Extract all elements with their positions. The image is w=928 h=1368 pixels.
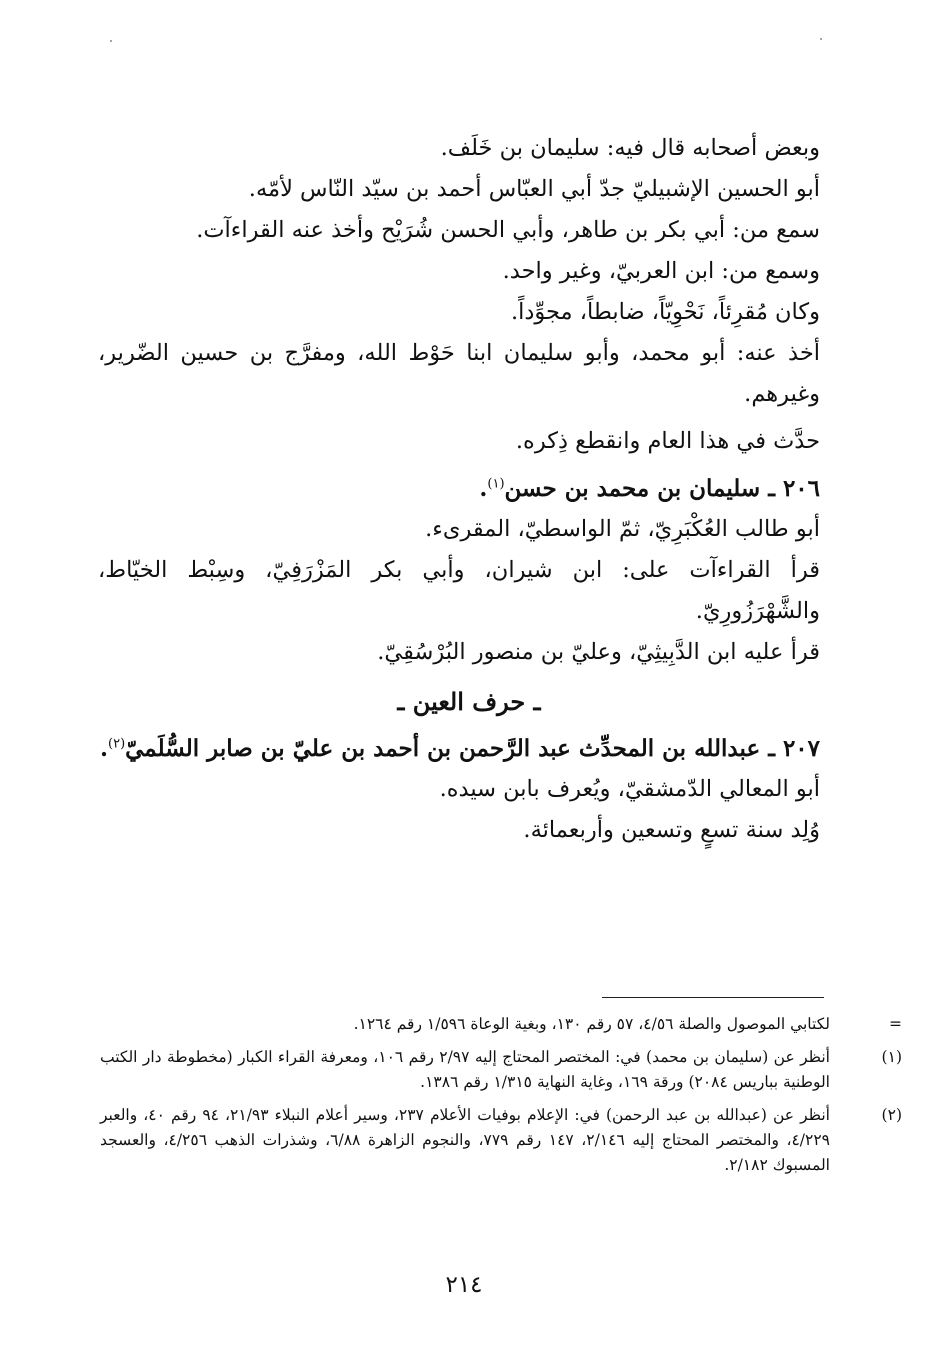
- footnote-marker: (١): [881, 1048, 902, 1066]
- entry-number: ٢٠٧ ـ: [768, 735, 820, 762]
- section-heading: ـ حرف العين ـ: [397, 687, 541, 716]
- footnote-ref: (١): [487, 476, 505, 492]
- footnote-marker: =: [889, 1015, 902, 1033]
- entry-number: ٢٠٦ ـ: [768, 475, 820, 502]
- footnote: [100, 1045, 902, 1095]
- text-line: قرأ عليه ابن الدَّبِيثِيّ، وعليّ بن منصور البُرْسُقِيّ.: [377, 639, 820, 665]
- text-line: وُلِد سنة تسعٍ وتسعين وأربعمائة.: [523, 817, 820, 843]
- text-line: سمع من: أبي بكر بن طاهر، وأبي الحسن شُرَيْح وأخذ عنه القراءآت.: [196, 217, 820, 243]
- page-number: ٢١٤: [445, 1272, 483, 1298]
- text-line: أبو الحسين الإشبيليّ جدّ أبي العبّاس أحمد بن سيّد النّاس لأمّه.: [248, 176, 820, 202]
- text-line: وسمع من: ابن العربيّ، وغير واحد.: [502, 258, 820, 284]
- entry-206-title: [98, 468, 820, 509]
- entry-end: .: [479, 475, 488, 502]
- text-line: وكان مُقرِئاً، نَحْوِيّاً، ضابطاً، مجوِّداً.: [510, 299, 820, 325]
- footnote-marker: (٢): [881, 1106, 902, 1124]
- text-line: أبو المعالي الدّمشقيّ، ويُعرف بابن سيده.: [439, 776, 820, 802]
- footnote: [100, 1012, 902, 1037]
- footnote-text: أنظر عن (عبدالله بن عبد الرحمن) في: الإعلام بوفيات الأعلام ٢٣٧، وسير أعلام النبلاء ٢١/٩٣، ٩٤ رقم ٤٠، والعبر ٤/٢٢٩، والمختصر المحتاج إليه ٢/١٤٦، ١٤٧ رقم ٧٧٩، والنجوم الزاهرة ٦/٨٨، وشذرات الذهب ٤/٢٥٦، والعسجد المسبوك ٢/١٨٢.: [100, 1106, 830, 1174]
- entry-name: عبدالله بن المحدِّث عبد الرَّحمن بن أحمد بن عليّ بن صابر السُّلَميّ: [125, 735, 761, 762]
- footnote-divider: [602, 997, 824, 998]
- entry-name: سليمان بن محمد بن حسن: [504, 475, 761, 502]
- text-paragraph: قرأ القراءآت على: ابن شيران، وأبي بكر المَزْرَفِيّ، وسِبْط الخيّاط، والشَّهْرَزُورِيّ.: [98, 557, 820, 624]
- entry-end: .: [99, 735, 108, 762]
- main-text: [98, 128, 820, 851]
- scan-speck: [110, 40, 112, 42]
- text-line: حدَّث في هذا العام وانقطع ذِكره.: [515, 428, 820, 454]
- text-line: وبعض أصحابه قال فيه: سليمان بن خَلَف.: [440, 135, 820, 161]
- footnote: [100, 1103, 902, 1178]
- scan-speck: [820, 38, 822, 40]
- footnote-ref: (٢): [108, 736, 126, 752]
- footnote-text: أنظر عن (سليمان بن محمد) في: المختصر المحتاج إليه ٢/٩٧ رقم ١٠٦، ومعرفة القراء الكبار (مخطوطة دار الكتب الوطنية بباريس ٢٠٨٤) ورقة ١٦٩، وغاية النهاية ١/٣١٥ رقم ١٣٨٦.: [100, 1048, 830, 1091]
- text-paragraph: أخذ عنه: أبو محمد، وأبو سليمان ابنا حَوْط الله، ومفرَّج بن حسين الضّرير، وغيرهم.: [98, 340, 820, 407]
- entry-207-title: [98, 728, 820, 769]
- text-line: أبو طالب العُكْبَرِيّ، ثمّ الواسطيّ، المقرىء.: [425, 516, 820, 542]
- footnotes: [100, 1012, 902, 1186]
- footnote-text: لكتابي الموصول والصلة ٤/٥٦، ٥٧ رقم ١٣٠، وبغية الوعاة ١/٥٩٦ رقم ١٢٦٤.: [353, 1015, 830, 1033]
